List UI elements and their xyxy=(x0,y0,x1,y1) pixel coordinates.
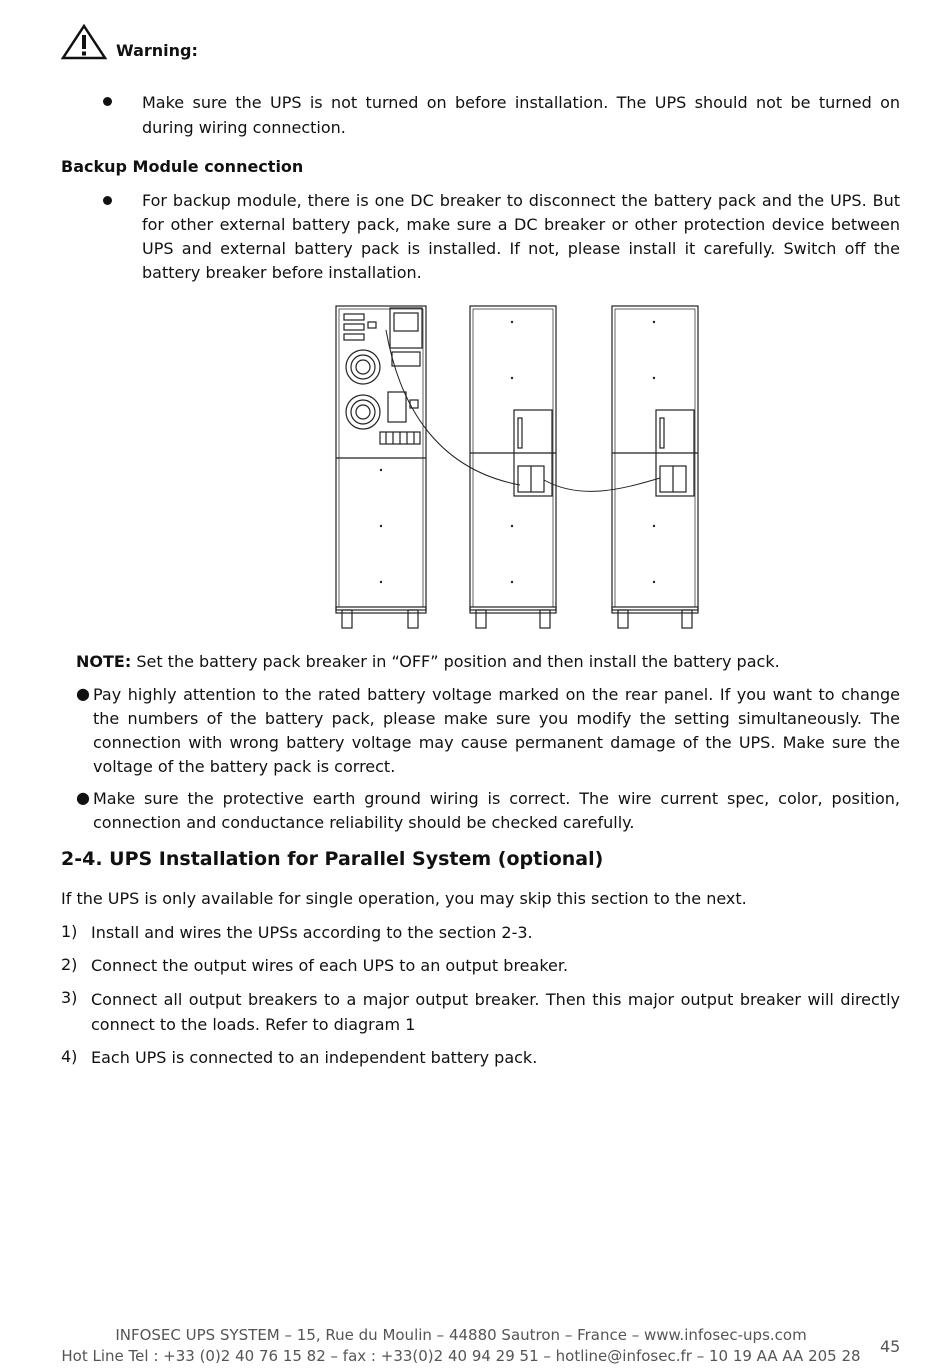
bullet-marker xyxy=(103,97,112,106)
bullet-marker xyxy=(103,196,112,205)
step-number: 1) xyxy=(61,922,78,941)
note-bullet-marker: ● xyxy=(76,788,90,807)
footer-line-1: INFOSEC UPS SYSTEM – 15, Rue du Moulin – 44880 Sautron – France – www.infosec-ups.com xyxy=(115,1326,807,1344)
section-title: 2-4. UPS Installation for Parallel System (optional) xyxy=(61,848,604,870)
battery-module-1 xyxy=(470,306,556,628)
footer-line-2: Hot Line Tel : +33 (0)2 40 76 15 82 – fax : +33(0)2 40 94 29 51 – hotline@infosec.fr – 10 19 AA AA 205 28 xyxy=(61,1347,861,1365)
note-bullet-2: Make sure the protective earth ground wiring is correct. The wire current spec, color, position, connection and conductance reliability should be checked carefully. xyxy=(93,789,900,832)
note-bullet-1: Pay highly attention to the rated battery voltage marked on the rear panel. If you want to change the numbers of the battery pack, please make sure you modify the setting simultaneously. The connection with wrong battery voltage may cause permanent damage of the UPS. Make sure the voltage of the battery pack is correct. xyxy=(93,685,900,776)
note-bullet-marker: ● xyxy=(76,684,90,703)
step-number: 2) xyxy=(61,955,78,974)
note-text: Set the battery pack breaker in “OFF” position and then install the battery pack. xyxy=(131,652,780,671)
step-text: Each UPS is connected to an independent battery pack. xyxy=(91,1048,538,1067)
note-label: NOTE: xyxy=(76,652,132,671)
warning-triangle-icon xyxy=(61,24,107,60)
battery-cable-2 xyxy=(544,478,660,491)
section-intro: If the UPS is only available for single operation, you may skip this section to the next. xyxy=(61,889,747,908)
backup-item: For backup module, there is one DC breaker to disconnect the battery pack and the UPS. But for other external battery pack, make sure a DC breaker or other protection device between UPS and external battery pack is installed. If not, please install it carefully. Switch off the battery breaker before installation. xyxy=(142,191,900,282)
battery-module-2 xyxy=(612,306,698,628)
page-number: 45 xyxy=(880,1337,901,1356)
step-number: 3) xyxy=(61,988,78,1007)
step-text: Connect all output breakers to a major output breaker. Then this major output breaker will directly connect to the loads. Refer to diagram 1 xyxy=(91,990,900,1034)
note-line xyxy=(76,651,906,673)
warning-header xyxy=(61,24,361,60)
backup-heading: Backup Module connection xyxy=(61,157,304,176)
step-text: Install and wires the UPSs according to the section 2-3. xyxy=(91,923,533,942)
warning-title: Warning: xyxy=(116,41,198,60)
warning-item: Make sure the UPS is not turned on before installation. The UPS should not be turned on during wiring connection. xyxy=(142,93,900,137)
ups-battery-diagram xyxy=(330,300,710,634)
ups-cabinet-rear xyxy=(336,306,426,628)
step-text: Connect the output wires of each UPS to an output breaker. xyxy=(91,956,569,975)
step-number: 4) xyxy=(61,1047,78,1066)
